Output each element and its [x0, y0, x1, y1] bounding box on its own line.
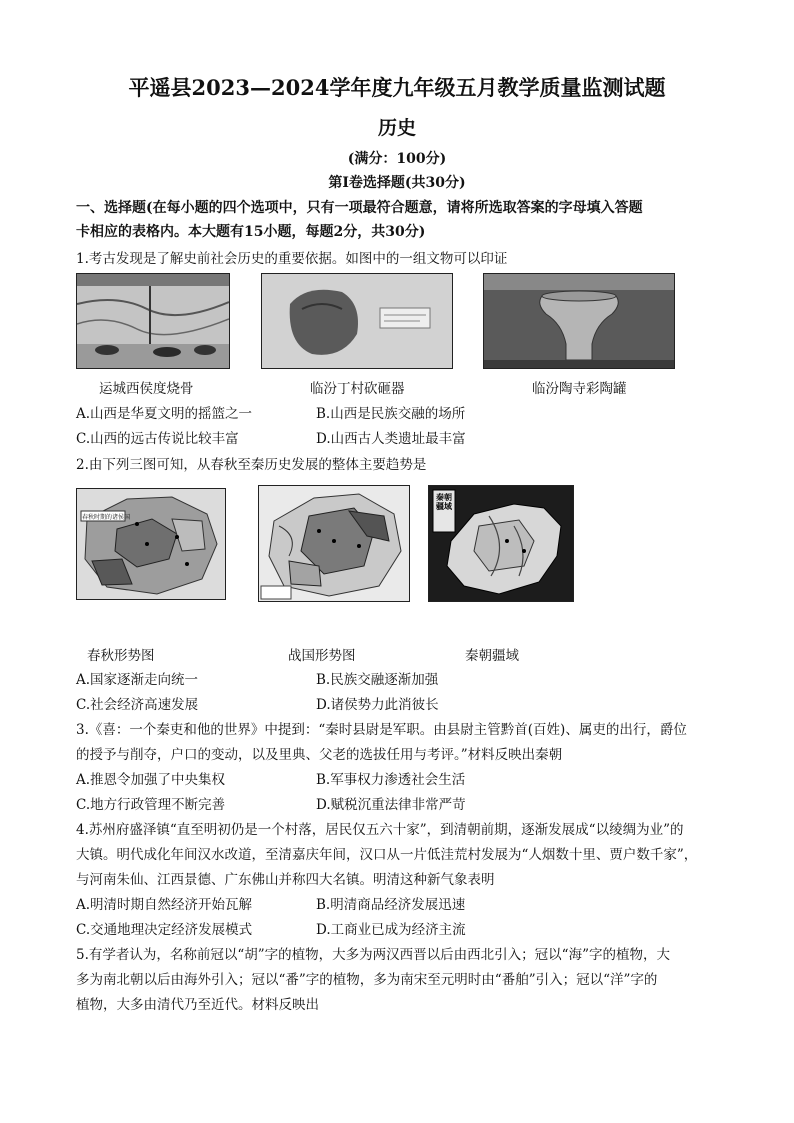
- q3-option-b[interactable]: B.军事权力渗透社会生活: [316, 772, 466, 788]
- q1-option-c[interactable]: C.山西的远古传说比较丰富: [76, 431, 239, 447]
- subject-title: 历史: [377, 117, 416, 139]
- q2-option-a[interactable]: A.国家逐渐走向统一: [76, 672, 199, 688]
- q4-option-a[interactable]: A.明清时期自然经济开始瓦解: [76, 897, 253, 913]
- question-3-stem-2: 的授予与削夺，户口的变动，以及里典、父老的选拔任用与考评。”材料反映出秦朝: [76, 747, 563, 763]
- burnt-bone-photo: [76, 273, 230, 369]
- q1-option-b[interactable]: B.山西是民族交融的场所: [316, 406, 466, 422]
- exam-title: 平遥县2023—2024学年度九年级五月教学质量监测试题: [128, 75, 666, 100]
- instruction-line-2: 卡相应的表格内。本大题有15小题，每题2分，共30分): [76, 224, 426, 240]
- section-heading: 第Ⅰ卷选择题(共30分): [328, 175, 466, 191]
- q3-option-d[interactable]: D.赋税沉重法律非常严苛: [316, 797, 466, 813]
- caption-warring-states: 战国形势图: [288, 648, 356, 664]
- q4-option-c[interactable]: C.交通地理决定经济发展模式: [76, 922, 253, 938]
- qin-map-title: 秦朝疆域: [436, 492, 452, 511]
- caption-pottery-jar: 临汾陶寺彩陶罐: [532, 381, 627, 397]
- chopper-tool-photo: [261, 273, 453, 369]
- q3-option-c[interactable]: C.地方行政管理不断完善: [76, 797, 226, 813]
- question-4-stem-2: 大镇。明代成化年间汉水改道，至清嘉庆年间，汉口从一片低洼荒村发展为“人烟数十里、贾户数千家”，: [76, 847, 698, 863]
- q3-option-a[interactable]: A.推恩令加强了中央集权: [76, 772, 226, 788]
- q2-option-d[interactable]: D.诸侯势力此消彼长: [316, 697, 439, 713]
- caption-qin-territory: 秦朝疆域: [465, 648, 519, 664]
- caption-spring-autumn: 春秋形势图: [87, 648, 155, 664]
- q2-option-c[interactable]: C.社会经济高速发展: [76, 697, 199, 713]
- question-5-stem-3: 植物，大多由清代乃至近代。材料反映出: [76, 997, 319, 1013]
- map-legend-label: 春秋时期的诸侯国: [82, 514, 131, 521]
- q2-option-b[interactable]: B.民族交融逐渐加强: [316, 672, 439, 688]
- question-1-stem: 1.考古发现是了解史前社会历史的重要依据。如图中的一组文物可以印证: [76, 251, 508, 267]
- q1-option-a[interactable]: A.山西是华夏文明的摇篮之一: [76, 406, 253, 422]
- question-4-stem-3: 与河南朱仙、江西景德、广东佛山并称四大名镇。明清这种新气象表明: [76, 872, 495, 888]
- question-3-stem-1: 3.《喜：一个秦吏和他的世界》中提到：“秦时县尉是军职。由县尉主管黔首(百姓)、属吏的出行，爵位: [76, 722, 687, 738]
- q1-option-d[interactable]: D.山西古人类遗址最丰富: [316, 431, 466, 447]
- question-4-stem-1: 4.苏州府盛泽镇“直至明初仍是一个村落，居民仅五六十家”，到清朝前期，逐渐发展成“以绫绸为业”的: [76, 822, 684, 838]
- painted-pottery-jar-photo: [483, 273, 675, 369]
- warring-states-map: [258, 485, 410, 602]
- instruction-line-1: 一、选择题(在每小题的四个选项中，只有一项最符合题意，请将所选取答案的字母填入答题: [76, 200, 643, 216]
- question-5-stem-2: 多为南北朝以后由海外引入；冠以“番”字的植物，多为南宋至元明时由“番舶”引入；冠以“洋”字的: [76, 972, 658, 988]
- question-5-stem-1: 5.有学者认为，名称前冠以“胡”字的植物，大多为两汉西晋以后由西北引入；冠以“海”字的植物，大: [76, 947, 670, 963]
- full-score: (满分：100分): [347, 151, 447, 167]
- qin-dynasty-map: [428, 485, 574, 602]
- spring-autumn-map: [76, 488, 226, 600]
- q4-option-b[interactable]: B.明清商品经济发展迅速: [316, 897, 466, 913]
- caption-burnt-bone: 运城西侯度烧骨: [99, 381, 194, 397]
- caption-chopper-tool: 临汾丁村砍砸器: [310, 381, 405, 397]
- question-2-stem: 2.由下列三图可知，从春秋至秦历史发展的整体主要趋势是: [76, 457, 427, 473]
- q4-option-d[interactable]: D.工商业已成为经济主流: [316, 922, 466, 938]
